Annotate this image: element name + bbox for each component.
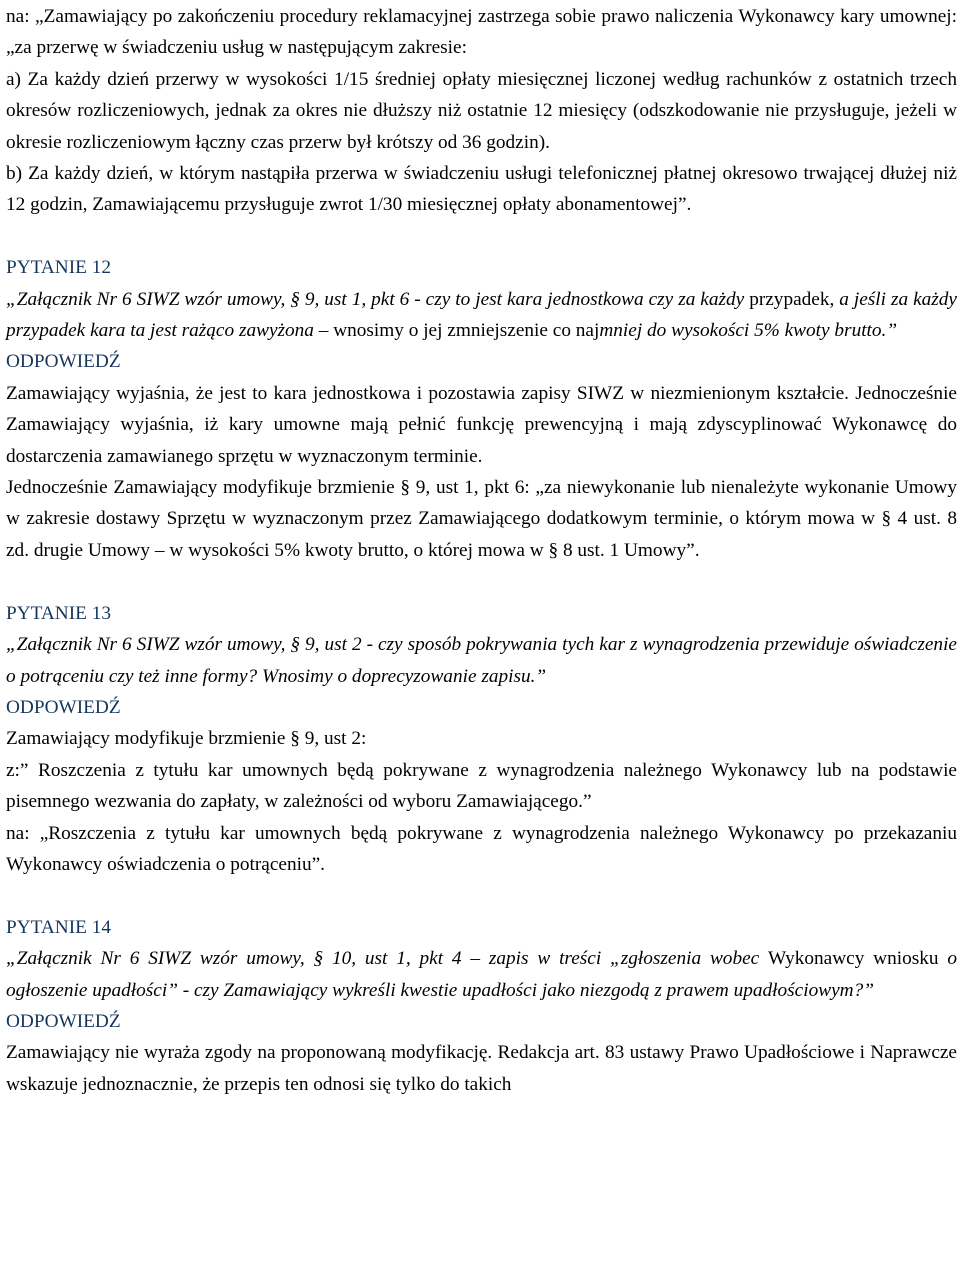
question-14-text-part: o ogłoszenie upadłości” - czy Zamawiający wykreśli kwestie upadłości jako niezgodą z prawem upadłościowym?” [6,948,957,1001]
question-14-text-part: „Załącznik Nr 6 SIWZ wzór umowy, § 10, ust 1, pkt 4 – zapis w treści „zgłoszenia wobec [6,948,769,970]
question-12-text-part: – wnosimy o jej zmniejszenie co naj [313,320,600,342]
spacer [6,566,957,597]
answer-13-paragraph-3: na: „Roszczenia z tytułu kar umownych będą pokrywane z wynagrodzenia należnego Wykonawcy po przekazaniu Wykonawcy oświadczenia o potrąceniu”. [6,822,957,875]
answer-12-paragraph-2: Jednocześnie Zamawiający modyfikuje brzmienie § 9, ust 1, pkt 6: „za niewykonanie lub nienależyte wykonanie Umowy w zakresie dostawy Sprzętu w wyznaczonym przez Zamawiającego dodatkowym terminie, o którym mowa w § 4 ust. 8 zd. drugie Umowy – w wysokości 5% kwoty brutto, o której mowa w § 8 ust. 1 Umowy”. [6,477,957,561]
question-12-text [6,284,957,347]
question-13-title: PYTANIE 13 [6,602,112,624]
answer-13-label: ODPOWIEDŹ [6,696,121,718]
answer-12-label: ODPOWIEDŹ [6,351,121,373]
intro-paragraph-1: na: „Zamawiający po zakończeniu procedury reklamacyjnej zastrzega sobie prawo naliczenia Wykonawcy kary umownej: „za przerwę w świadczeniu usług w następującym zakresie: [6,6,957,59]
spacer [6,221,957,252]
question-12-text-part: a jeśli za każdy przypadek kara ta jest rażąco zawyżona [6,288,957,342]
question-14-title: PYTANIE 14 [6,916,112,938]
question-14-text [6,943,957,1006]
intro-paragraph-3: b) Za każdy dzień, w którym nastąpiła przerwa w świadczeniu usługi telefonicznej płatnej okresowo trwającej dłużej niż 12 godzin, Zamawiającemu przysługuje zwrot 1/30 miesięcznej opłaty abonamentowej”. [6,163,957,216]
question-12-text-part: mniej do wysokości 5% kwoty brutto.” [599,320,898,342]
question-12-text-part: przypadek, [749,288,840,310]
answer-14-label: ODPOWIEDŹ [6,1010,121,1032]
answer-14-paragraph-1: Zamawiający nie wyraża zgody na proponowaną modyfikację. Redakcja art. 83 ustawy Prawo Upadłościowe i Naprawcze wskazuje jednoznacznie, że przepis ten odnosi się tylko do takich [6,1042,957,1095]
answer-13-paragraph-1: Zamawiający modyfikuje brzmienie § 9, ust 2: [6,728,367,750]
answer-12-paragraph-1: Zamawiający wyjaśnia, że jest to kara jednostkowa i pozostawia zapisy SIWZ w niezmienionym kształcie. Jednocześnie Zamawiający wyjaśnia, iż kary umowne mają pełnić funkcję prewencyjną i mają zdyscyplinować Wykonawcę do dostarczenia zamawianego sprzętu w wyznaczonym terminie. [6,382,957,467]
question-14-text-part: Wykonawcy wniosku [768,948,948,970]
answer-13-paragraph-2: z:” Roszczenia z tytułu kar umownych będą pokrywane z wynagrodzenia należnego Wykonawcy lub na podstawie pisemnego wezwania do zapłaty, w zależności od wyboru Zamawiającego.” [6,759,957,813]
question-13-text: „Załącznik Nr 6 SIWZ wzór umowy, § 9, ust 2 - czy sposób pokrywania tych kar z wynagrodzenia przewiduje oświadczenie o potrąceniu czy też inne formy? Wnosimy o doprecyzowanie zapisu.” [6,634,957,687]
spacer [6,880,957,911]
document-page [6,1,957,1100]
question-12-text-part: „Załącznik Nr 6 SIWZ wzór umowy, § 9, ust 1, pkt 6 - czy to jest kara jednostkowa czy za każdy [6,288,750,310]
intro-paragraph-2: a) Za każdy dzień przerwy w wysokości 1/15 średniej opłaty miesięcznej liczonej według rachunków z ostatnich trzech okresów rozliczeniowych, jednak za okres nie dłuższy niż ostatnie 12 miesięcy (odszkodowanie nie przysługuje, jeżeli w okresie rozliczeniowym łączny czas przerw był krótszy od 36 godzin). [6,68,957,153]
question-12-title: PYTANIE 12 [6,257,112,279]
